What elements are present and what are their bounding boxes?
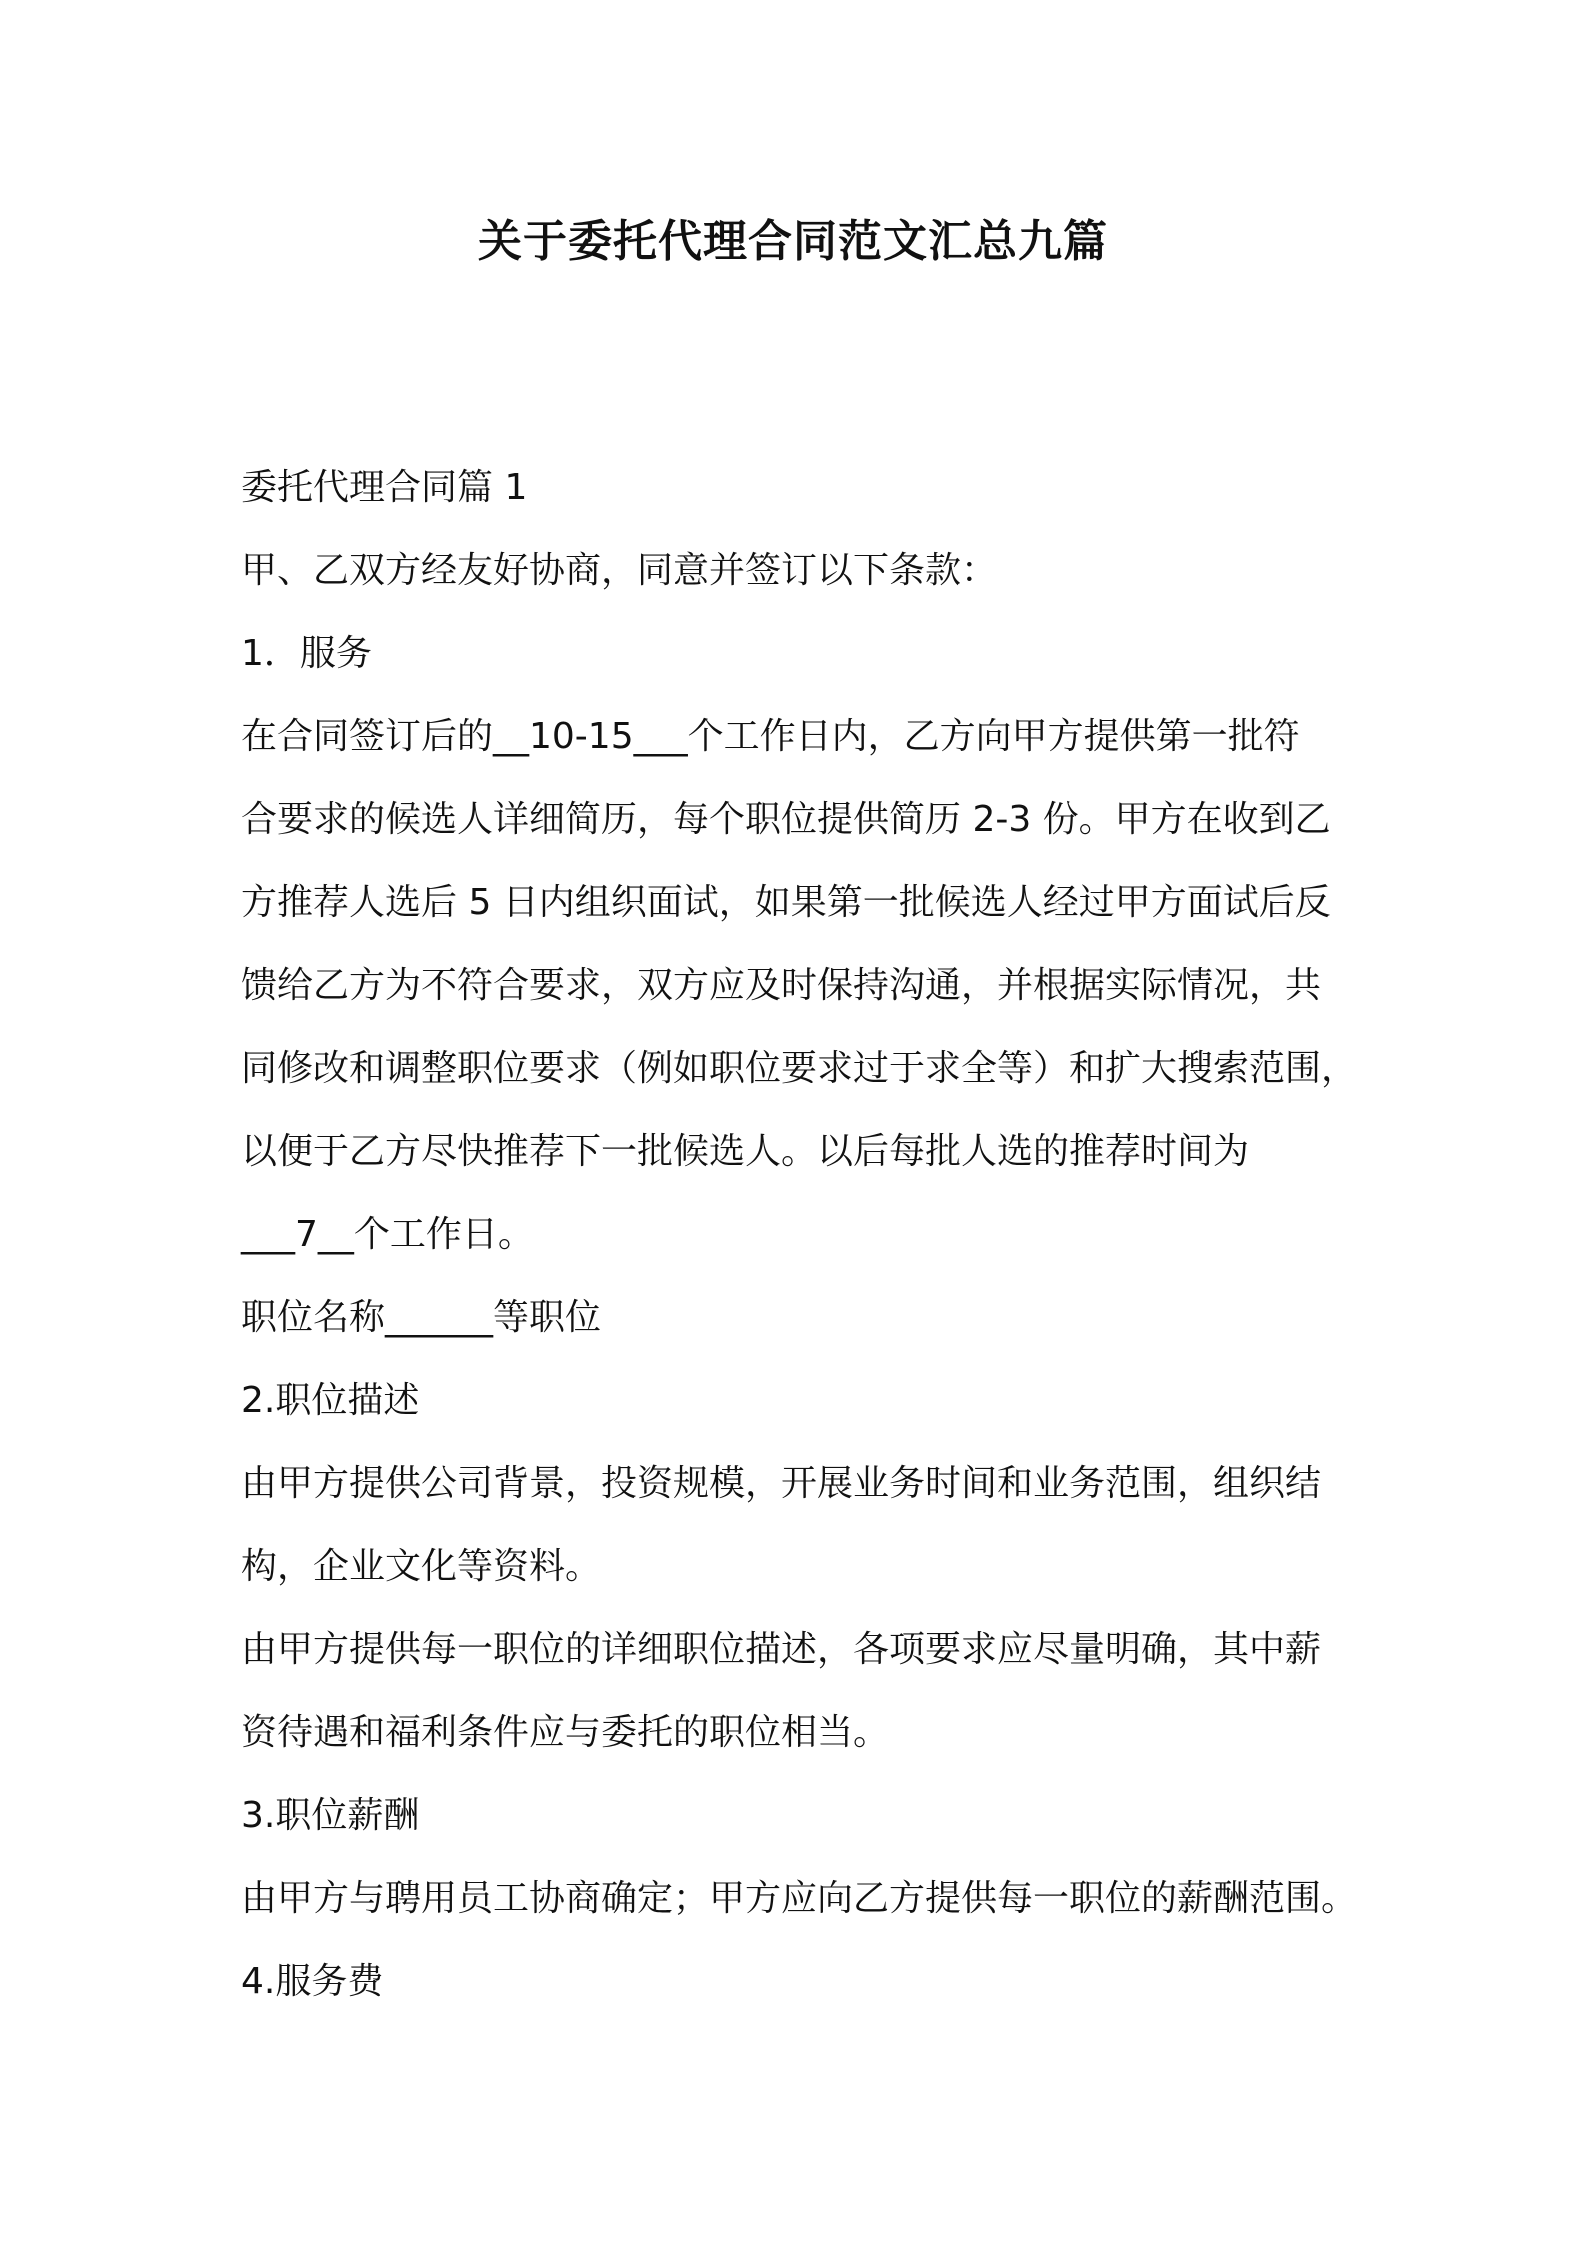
clause-1-heading: 1．服务 [241,633,372,674]
section-heading: 委托代理合同篇 1 [241,467,528,508]
document-title: 关于委托代理合同范文汇总九篇 [478,216,1108,267]
intro-paragraph: 甲、乙双方经友好协商，同意并签订以下条款： [241,550,998,591]
clause-1-line: 馈给乙方为不符合要求，双方应及时保持沟通，并根据实际情况，共 [241,965,1322,1006]
clause-3-text: 由甲方与聘用员工协商确定；甲方应向乙方提供每一职位的薪酬范围。 [241,1878,1358,1919]
document-body [241,446,1381,2023]
clause-1-line: 合要求的候选人详细简历，每个职位提供简历 2-3 份。甲方在收到乙 [241,799,1331,840]
clause-4-heading: 4.服务费 [241,1961,384,2002]
clause-2-paragraph-1-line: 由甲方提供公司背景，投资规模，开展业务时间和业务范围，组织结 [241,1463,1322,1504]
clause-2-paragraph-1-line: 构，企业文化等资料。 [241,1546,602,1587]
position-name-line: 职位名称______等职位 [241,1297,602,1338]
clause-1-line: 方推荐人选后 5 日内组织面试，如果第一批候选人经过甲方面试后反 [241,882,1331,923]
clause-2-paragraph-2-line: 由甲方提供每一职位的详细职位描述，各项要求应尽量明确，其中薪 [241,1629,1322,1670]
clause-2-heading: 2.职位描述 [241,1380,420,1421]
clause-2-paragraph-2-line: 资待遇和福利条件应与委托的职位相当。 [241,1712,890,1753]
clause-1-line: 以便于乙方尽快推荐下一批候选人。以后每批人选的推荐时间为 [241,1131,1250,1172]
clause-1-line: 同修改和调整职位要求（例如职位要求过于求全等）和扩大搜索范围， [241,1048,1358,1089]
clause-1-line: ___7__个工作日。 [241,1214,534,1255]
clause-1-line: 在合同签订后的__10-15___个工作日内，乙方向甲方提供第一批符 [241,716,1300,757]
clause-3-heading: 3.职位薪酬 [241,1795,420,1836]
